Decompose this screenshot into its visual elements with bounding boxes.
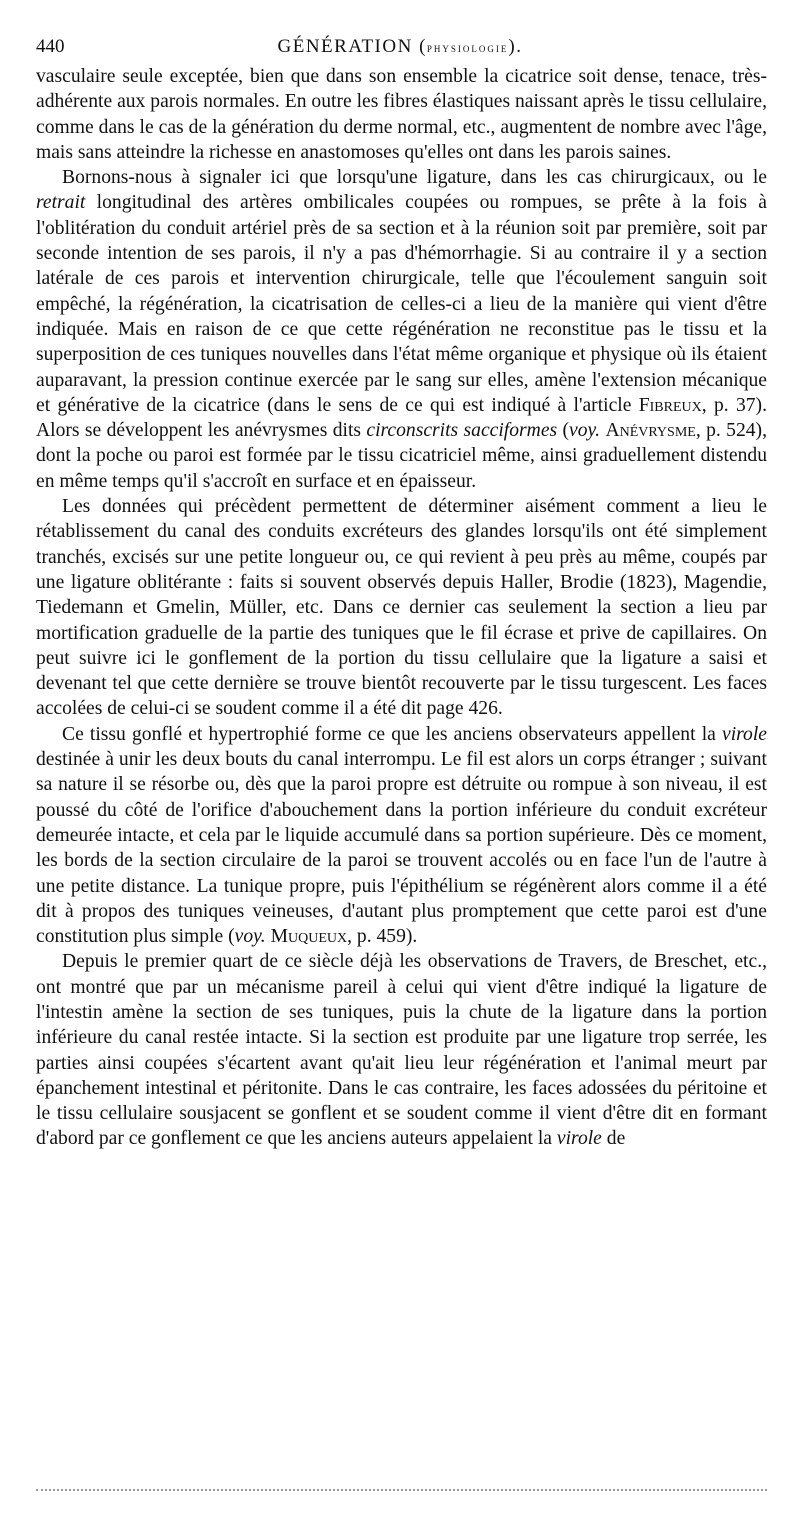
running-head	[36, 34, 764, 60]
running-title-subject: physiologie	[426, 40, 509, 55]
small-caps-reference: Fibreux	[638, 394, 702, 416]
paragraph-4	[36, 722, 767, 950]
text-run: longitudinal des artères ombilicales coupées ou rompues, se prête à la fois à l'oblitération du conduit artériel près de sa section et à la réunion soit par première, soit par seconde intention de ses parois, il n'y a pas d'hémorrhagie. Si au contraire il y a section latérale de ces parois et intervention chirurgicale, telle que l'écoulement sanguin soit empêché, la régénération, la cicatrisation de celles-ci a lieu de la manière qui vient d'être indiquée. Mais en raison de ce que cette régénération ne reconstitue pas le tissu et la superposition de ces tuniques nouvelles dans l'état même organique et physique où ils étaient auparavant, la pression continue exercée par le sang sur elles, amène l'extension mécanique et générative de la cicatrice (dans le sens de ce qui est indiqué à l'article	[36, 192, 767, 416]
running-title	[36, 34, 764, 61]
paragraph-5	[36, 949, 767, 1151]
italic-term: virole	[722, 723, 767, 745]
running-title-main: GÉNÉRATION	[277, 36, 413, 57]
running-title-close: ).	[508, 36, 523, 57]
small-caps-reference: Anévrysme	[605, 420, 696, 442]
paragraph-3	[36, 494, 767, 722]
running-title-open: (	[412, 36, 427, 57]
text-run: Depuis le premier quart de ce siècle déjà les observations de Travers, de Breschet, etc., ont montré que par un mécanisme pareil à celui qui vient d'être indiqué la ligature de l'intestin amène la section de ses tuniques, puis la chute de la ligature dans la portion inférieure du canal restée intacte. Si la section est produite par une ligature trop serrée, les parties ainsi coupées s'écartent avant qu'ait lieu leur régénération et l'animal meurt par épanchement intestinal et péritonite. Dans le cas contraire, les faces adossées du péritoine et le tissu cellulaire sousjacent se gonflent et se soudent comme il vient d'être dit en formant d'abord par ce gonflement ce que les anciens auteurs appelaient la	[36, 951, 767, 1150]
paragraph-2	[36, 165, 767, 494]
italic-term: virole	[556, 1128, 602, 1150]
text-run: Bornons-nous à signaler ici que lorsqu'une ligature, dans les cas chirurgicaux, ou le	[62, 167, 767, 189]
text-run: Les données qui précèdent permettent de déterminer aisément comment a lieu le rétablissement du canal des conduits excréteurs des glandes lorsqu'ils ont été simplement tranchés, excisés sur une petite longueur ou, ce qui revient à peu près au même, coupés par une ligature oblitérante : faits si souvent observés depuis Haller, Brodie (1823), Magendie, Tiedemann et Gmelin, Müller, etc. Dans ce dernier cas seulement la section a lieu par mortification graduelle de la partie des tuniques que le fil écrase et prive de capillaires. On peut suivre ici le gonflement de la portion du tissu cellulaire que la ligature a saisi et devenant tel que cette dernière se trouve bientôt recouverte par le tissu turgescent. Les faces accolées de celui-ci se soudent comme il a été dit page 426.	[36, 496, 767, 720]
text-run: (	[557, 420, 570, 442]
paragraph-1	[36, 64, 767, 165]
footer-dotted-rule	[36, 1489, 767, 1491]
text-run: vasculaire seule exceptée, bien que dans son ensemble la cicatrice soit dense, tenace, très-adhérente aux parois normales. En outre les fibres élastiques naissant après le tissu cellulaire, comme dans le cas de la génération du derme normal, etc., augmentent de nombre avec l'âge, mais sans atteindre la richesse en anastomoses qu'elles ont dans les parois saines.	[36, 66, 767, 163]
text-run: de	[601, 1128, 626, 1150]
italic-term: voy.	[234, 926, 266, 948]
small-caps-reference: Muqueux	[270, 926, 348, 948]
page-number: 440	[36, 36, 65, 57]
italic-term: retrait	[36, 192, 86, 214]
italic-term: circonscrits sacciformes	[366, 420, 558, 442]
text-run: , p. 459).	[347, 926, 418, 948]
text-run: Ce tissu gonflé et hypertrophié forme ce que les anciens observateurs appellent la	[62, 723, 723, 745]
text-run: destinée à unir les deux bouts du canal interrompu. Le fil est alors un corps étranger ; suivant sa nature il se résorbe ou, dès que la paroi propre est détruite ou rompue à son niveau, il est poussé du côté de l'orifice d'abouchement dans la portion inférieure du conduit excréteur demeurée intacte, et cela par le liquide accumulé dans sa portion supérieure. Dès ce moment, les bords de la section circulaire de la paroi se trouvent accolés ou en face l'un de l'autre à une petite distance. La tunique propre, puis l'épithélium se régénèrent alors comme il a été dit à propos des tuniques veineuses, d'autant plus promptement que cette paroi est d'une constitution plus simple (	[36, 749, 767, 948]
body-text	[36, 64, 767, 1152]
text-run: , p. 37). Alors se développent les anévrysmes dits	[36, 394, 767, 442]
italic-term: voy.	[569, 420, 601, 442]
text-run: , p. 524), dont la poche ou paroi est formée par le tissu cicatriciel même, ainsi graduellement distendu en même temps qu'il s'accroît en surface et en épaisseur.	[36, 420, 767, 492]
